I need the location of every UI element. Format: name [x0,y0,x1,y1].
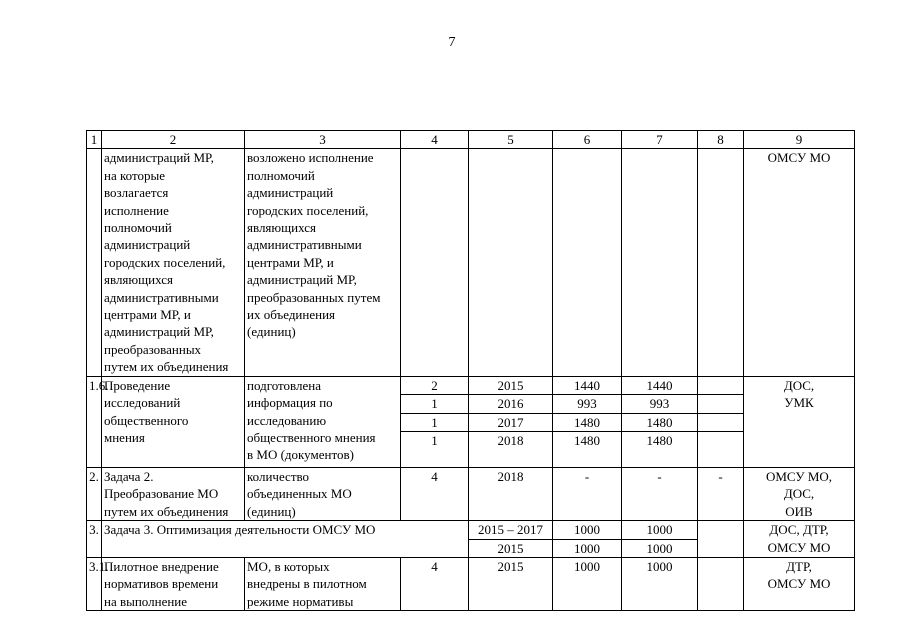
header-col-1: 1 [87,131,102,149]
table-row-3 [87,521,855,539]
cell-col8 [698,413,744,431]
cell-col6: - [553,467,622,520]
cell-col4: 1 [401,395,469,413]
cell-col6: 1480 [553,431,622,467]
header-col-9: 9 [744,131,855,149]
cell-col5: 2017 [469,413,553,431]
document-table [86,130,855,611]
cell-indicator: подготовлена информация по исследованию общественного мнения в МО (документов) [245,376,401,467]
cell-col5: 2015 [469,557,553,610]
cell-col5: 2016 [469,395,553,413]
cell-col5: 2015 [469,539,553,557]
header-col-7: 7 [622,131,698,149]
cell-col8 [698,149,744,376]
cell-col5: 2018 [469,467,553,520]
header-col-5: 5 [469,131,553,149]
cell-col7 [622,149,698,376]
cell-col4: 4 [401,557,469,610]
cell-col6: 1000 [553,521,622,539]
header-col-2: 2 [102,131,245,149]
cell-col8 [698,395,744,413]
cell-col6: 1480 [553,413,622,431]
header-row [87,131,855,149]
cell-col7: 1000 [622,539,698,557]
cell-col6: 993 [553,395,622,413]
cell-name: администраций МР, на которые возлагается исполнение полномочий администраций городских поселений, являющихся административными центрами МР, и администраций МР, преобразованных путем их объединения [102,149,245,376]
header-col-4: 4 [401,131,469,149]
cell-col7: 1480 [622,431,698,467]
cell-col7: 1440 [622,376,698,394]
cell-col4: 4 [401,467,469,520]
table-row-1-6 [87,376,855,394]
cell-responsible: ОМСУ МО, ДОС, ОИВ [744,467,855,520]
cell-col8 [698,376,744,394]
page-number: 7 [448,35,456,50]
cell-col4 [401,149,469,376]
cell-col5 [469,149,553,376]
cell-col5: 2015 [469,376,553,394]
header-col-3: 3 [245,131,401,149]
cell-col5: 2015 – 2017 [469,521,553,539]
cell-col7: 1480 [622,413,698,431]
cell-responsible: ДТР, ОМСУ МО [744,557,855,610]
cell-indicator: МО, в которых внедрены в пилотном режиме нормативы [245,557,401,610]
cell-col6: 1000 [553,539,622,557]
cell-col6: 1000 [553,557,622,610]
cell-col6 [553,149,622,376]
cell-name: Пилотное внедрение нормативов времени на выполнение [102,557,245,610]
cell-num: 3. [87,521,102,558]
cell-col8 [698,557,744,610]
table-row-2 [87,467,855,520]
cell-indicator: количество объединенных МО (единиц) [245,467,401,520]
cell-col5: 2018 [469,431,553,467]
cell-col6: 1440 [553,376,622,394]
cell-task-title: Задача 3. Оптимизация деятельности ОМСУ МО [102,521,469,558]
cell-col7: 993 [622,395,698,413]
cell-col7: 1000 [622,521,698,539]
cell-col7: - [622,467,698,520]
cell-col8 [698,431,744,467]
cell-responsible: ДОС, ДТР, ОМСУ МО [744,521,855,558]
cell-col4: 2 [401,376,469,394]
cell-col4: 1 [401,431,469,467]
header-col-6: 6 [553,131,622,149]
cell-col4: 1 [401,413,469,431]
cell-col8 [698,521,744,558]
cell-name: Проведение исследований общественного мнения [102,376,245,467]
cell-num: 3.1. [87,557,102,610]
cell-num: 1.6. [87,376,102,467]
cell-num [87,149,102,376]
cell-name: Задача 2. Преобразование МО путем их объединения [102,467,245,520]
header-col-8: 8 [698,131,744,149]
cell-responsible: ДОС, УМК [744,376,855,467]
cell-col7: 1000 [622,557,698,610]
cell-col8: - [698,467,744,520]
table-row-continued [87,149,855,376]
table-row-3-1 [87,557,855,610]
cell-num: 2. [87,467,102,520]
cell-indicator: возложено исполнение полномочий администраций городских поселений, являющихся административными центрами МР, и администраций МР, преобразованных путем их объединения (единиц) [245,149,401,376]
cell-responsible: ОМСУ МО [744,149,855,376]
